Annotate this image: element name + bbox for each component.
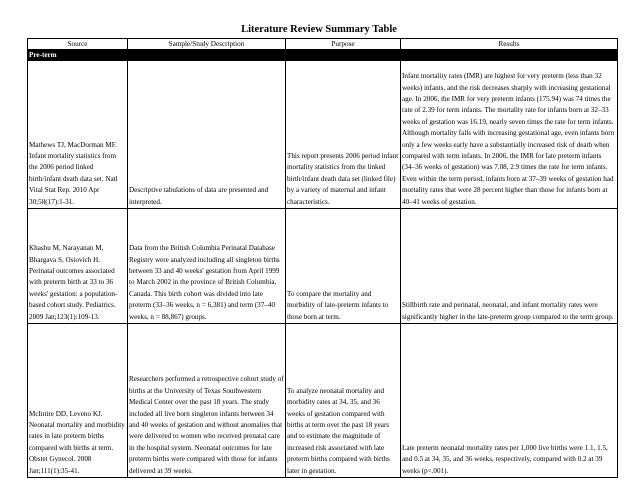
section-label: Pre-term: [28, 50, 618, 61]
table-row: [28, 324, 618, 478]
table-row: [28, 61, 618, 209]
results-cell: Late preterm neonatal mortality rates per 1,000 live births were 1.1, 1.5, and 0.5 at 34, 35, and 36 weeks, respectively, compared with 0.2 at 39 weeks (p<.001).: [401, 324, 618, 478]
source-cell: Khashu M, Narayanan M, Bhargava S, Osiovich H. Perinatal outcomes associated with preterm birth at 33 to 36 weeks' gestation: a population-based cohort study. Pediatrics. 2009 Jan;123(1):109-13.: [28, 209, 128, 324]
table-row: [28, 209, 618, 324]
sample-cell: Researchers performed a retrospective cohort study of births at the University of Texas Southwestern Medical Center over the past 18 years. The study included all live born singleton infants between 34 and 40 weeks of gestation and without anomalies that were delivered to women who received prenatal care in the hospital system. Neonatal outcomes for late preterm births were compared with those for infants delivered at 39 weeks.: [128, 324, 286, 478]
section-row: [28, 50, 618, 61]
column-header-results: Results: [401, 39, 618, 50]
purpose-cell: This report presents 2006 period infant mortality statistics from the linked birth/infant death data set (linked file) by a variety of maternal and infant characteristics.: [286, 61, 401, 209]
results-cell: Stillbirth rate and perinatal, neonatal, and infant mortality rates were significantly higher in the late-preterm group compared to the term group.: [401, 209, 618, 324]
header-row: [28, 39, 618, 50]
sample-cell: Data from the British Columbia Perinatal Database Registry were analyzed including all singleton births between 33 and 40 weeks' gestation from April 1999 to March 2002 in the province of British Columbia, Canada. This birth cohort was divided into late preterm (33–36 weeks, n = 6,381) and term (37–40 weeks, n = 88,867) groups.: [128, 209, 286, 324]
purpose-cell: To analyze neonatal mortality and morbidity rates at 34, 35, and 36 weeks of gestation compared with births at term over the past 18 years and to estimate the magnitude of increased risk associated with late preterm births compared with births later in gestation.: [286, 324, 401, 478]
sample-cell: Descriptive tabulations of data are presented and interpreted.: [128, 61, 286, 209]
source-cell: Mathews TJ, MacDorman MF. Infant mortality statistics from the 2006 period linked birth/infant death data set. Natl Vital Stat Rep. 2010 Apr 30;58(17):1-31.: [28, 61, 128, 209]
column-header-source: Source: [28, 39, 128, 50]
purpose-cell: To compare the mortality and morbidity of late-preterm infants to those born at term.: [286, 209, 401, 324]
source-cell: McIntire DD, Leveno KJ. Neonatal mortality and morbidity rates in late preterm births compared with births at term. Obstet Gynecol. 2008 Jan;111(1):35-41.: [28, 324, 128, 478]
column-header-purpose: Purpose: [286, 39, 401, 50]
literature-review-table: [27, 38, 618, 478]
page-title: Literature Review Summary Table: [241, 24, 397, 35]
column-header-sample: Sample/Study Description: [128, 39, 286, 50]
results-cell: Infant mortality rates (IMR) are highest for very preterm (less than 32 weeks) infants, and the risk decreases sharply with increasing gestational age. In 2006, the IMR for very preterm infants (175.94) was 74 times the rate of 2.39 for term infants. The mortality rate for infants born at 32–33 weeks of gestation was 16.19, nearly seven times the rate for term infants. Although mortality falls with increasing gestational age, even infants born only a few weeks early have a substantially increased risk of death when compared with term infants. In 2006, the IMR for late preterm infants (34–36 weeks of gestation) was 7.08, 2.9 times the rate for term infants. Even within the term period, infants born at 37–39 weeks of gestation had mortality rates that were 28 percent higher than those for infants born at 40–41 weeks of gestation.: [401, 61, 618, 209]
